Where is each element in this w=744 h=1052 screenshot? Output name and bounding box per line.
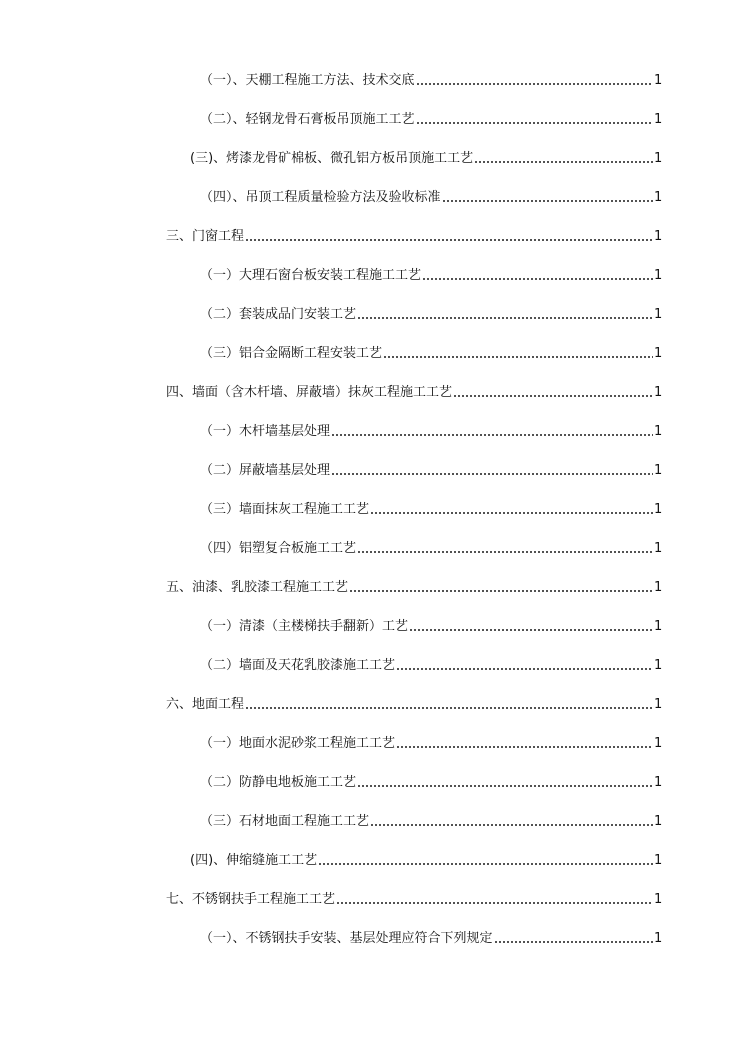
toc-page-number: 1 bbox=[654, 424, 663, 439]
toc-entry-label: （一）、天棚工程施工方法、技术交底 bbox=[200, 73, 415, 88]
toc-entry-label: (四)、伸缩缝施工工艺 bbox=[190, 853, 318, 868]
toc-entry[interactable] bbox=[190, 145, 662, 167]
toc-entry[interactable] bbox=[200, 457, 662, 479]
toc-entry-label: (三)、烤漆龙骨矿棉板、微孔铝方板吊顶施工工艺 bbox=[190, 151, 474, 166]
toc-entry-label: 三、门窗工程 bbox=[166, 229, 245, 244]
toc-entry[interactable] bbox=[166, 379, 662, 401]
toc-entry[interactable] bbox=[200, 418, 662, 440]
toc-page-number: 1 bbox=[654, 385, 663, 400]
toc-entry-label: （三）墙面抹灰工程施工工艺 bbox=[200, 502, 370, 517]
toc-entry[interactable] bbox=[200, 652, 662, 674]
toc-page-number: 1 bbox=[654, 346, 663, 361]
dot-leader bbox=[442, 199, 653, 203]
toc-entry-label: 七、不锈钢扶手工程施工工艺 bbox=[166, 892, 336, 907]
toc-entry-label: （四）铝塑复合板施工工艺 bbox=[200, 541, 357, 556]
toc-entry-label: 五、油漆、乳胶漆工程施工工艺 bbox=[166, 580, 349, 595]
toc-page-number: 1 bbox=[654, 697, 663, 712]
toc-entry[interactable] bbox=[200, 106, 662, 128]
toc-page-number: 1 bbox=[654, 736, 663, 751]
toc-entry[interactable] bbox=[200, 67, 662, 89]
toc-entry[interactable] bbox=[166, 886, 662, 908]
toc-entry-label: （二）墙面及天花乳胶漆施工工艺 bbox=[200, 658, 396, 673]
dot-leader bbox=[336, 901, 653, 905]
dot-leader bbox=[416, 121, 653, 125]
toc-entry-label: （一）木杆墙基层处理 bbox=[200, 424, 331, 439]
toc-entry[interactable] bbox=[200, 535, 662, 557]
toc-page-number: 1 bbox=[654, 892, 663, 907]
dot-leader bbox=[416, 82, 653, 86]
toc-entry-label: （一）清漆（主楼梯扶手翻新）工艺 bbox=[200, 619, 409, 634]
toc-entry-label: 六、地面工程 bbox=[166, 697, 245, 712]
dot-leader bbox=[370, 823, 653, 827]
toc-entry[interactable] bbox=[166, 574, 662, 596]
toc-page-number: 1 bbox=[654, 151, 663, 166]
toc-entry[interactable] bbox=[200, 808, 662, 830]
toc-page-number: 1 bbox=[654, 619, 663, 634]
toc-entry-label: （一）、不锈钢扶手安装、基层处理应符合下列规定 bbox=[200, 931, 493, 946]
toc-entry-label: （二）、轻钢龙骨石膏板吊顶施工工艺 bbox=[200, 112, 415, 127]
toc-entry-label: （二）套装成品门安装工艺 bbox=[200, 307, 357, 322]
toc-entry[interactable] bbox=[166, 691, 662, 713]
toc-entry-label: （一）大理石窗台板安装工程施工工艺 bbox=[200, 268, 422, 283]
dot-leader bbox=[357, 316, 653, 320]
dot-leader bbox=[357, 550, 653, 554]
toc-entry-label: （二）防静电地板施工工艺 bbox=[200, 775, 357, 790]
toc-page-number: 1 bbox=[654, 229, 663, 244]
toc-entry[interactable] bbox=[200, 613, 662, 635]
dot-leader bbox=[409, 628, 653, 632]
toc-page-number: 1 bbox=[654, 268, 663, 283]
toc-entry-label: （四）、吊顶工程质量检验方法及验收标准 bbox=[200, 190, 441, 205]
toc-entry[interactable] bbox=[200, 496, 662, 518]
toc-page-number: 1 bbox=[654, 73, 663, 88]
toc-page-number: 1 bbox=[654, 853, 663, 868]
dot-leader bbox=[474, 160, 653, 164]
toc-entry-label: （三）铝合金隔断工程安装工艺 bbox=[200, 346, 383, 361]
dot-leader bbox=[245, 706, 653, 710]
toc-entry[interactable] bbox=[190, 847, 662, 869]
toc-entry[interactable] bbox=[200, 340, 662, 362]
dot-leader bbox=[383, 355, 653, 359]
dot-leader bbox=[245, 238, 653, 242]
toc-page-number: 1 bbox=[654, 502, 663, 517]
toc-entry-label: （三）石材地面工程施工工艺 bbox=[200, 814, 370, 829]
dot-leader bbox=[494, 940, 653, 944]
toc-page-number: 1 bbox=[654, 307, 663, 322]
toc-entry[interactable] bbox=[200, 301, 662, 323]
dot-leader bbox=[331, 433, 653, 437]
toc-entry[interactable] bbox=[200, 925, 662, 947]
toc-page-number: 1 bbox=[654, 112, 663, 127]
toc-page-number: 1 bbox=[654, 931, 663, 946]
toc-page-number: 1 bbox=[654, 541, 663, 556]
toc-page-number: 1 bbox=[654, 580, 663, 595]
toc-entry[interactable] bbox=[200, 262, 662, 284]
toc-entry[interactable] bbox=[200, 730, 662, 752]
dot-leader bbox=[453, 394, 653, 398]
toc-page-number: 1 bbox=[654, 775, 663, 790]
toc-entry[interactable] bbox=[200, 184, 662, 206]
dot-leader bbox=[370, 511, 653, 515]
dot-leader bbox=[396, 745, 653, 749]
toc-entry[interactable] bbox=[200, 769, 662, 791]
dot-leader bbox=[422, 277, 653, 281]
toc-entry-label: （一）地面水泥砂浆工程施工工艺 bbox=[200, 736, 396, 751]
toc-entry-label: 四、墙面（含木杆墙、屏蔽墙）抹灰工程施工工艺 bbox=[166, 385, 453, 400]
dot-leader bbox=[318, 862, 653, 866]
toc-page-number: 1 bbox=[654, 463, 663, 478]
dot-leader bbox=[357, 784, 653, 788]
toc-entry[interactable] bbox=[166, 223, 662, 245]
dot-leader bbox=[331, 472, 653, 476]
toc-entry-label: （二）屏蔽墙基层处理 bbox=[200, 463, 331, 478]
toc-page-number: 1 bbox=[654, 814, 663, 829]
dot-leader bbox=[396, 667, 653, 671]
dot-leader bbox=[349, 589, 653, 593]
toc-page-number: 1 bbox=[654, 190, 663, 205]
toc-page-number: 1 bbox=[654, 658, 663, 673]
